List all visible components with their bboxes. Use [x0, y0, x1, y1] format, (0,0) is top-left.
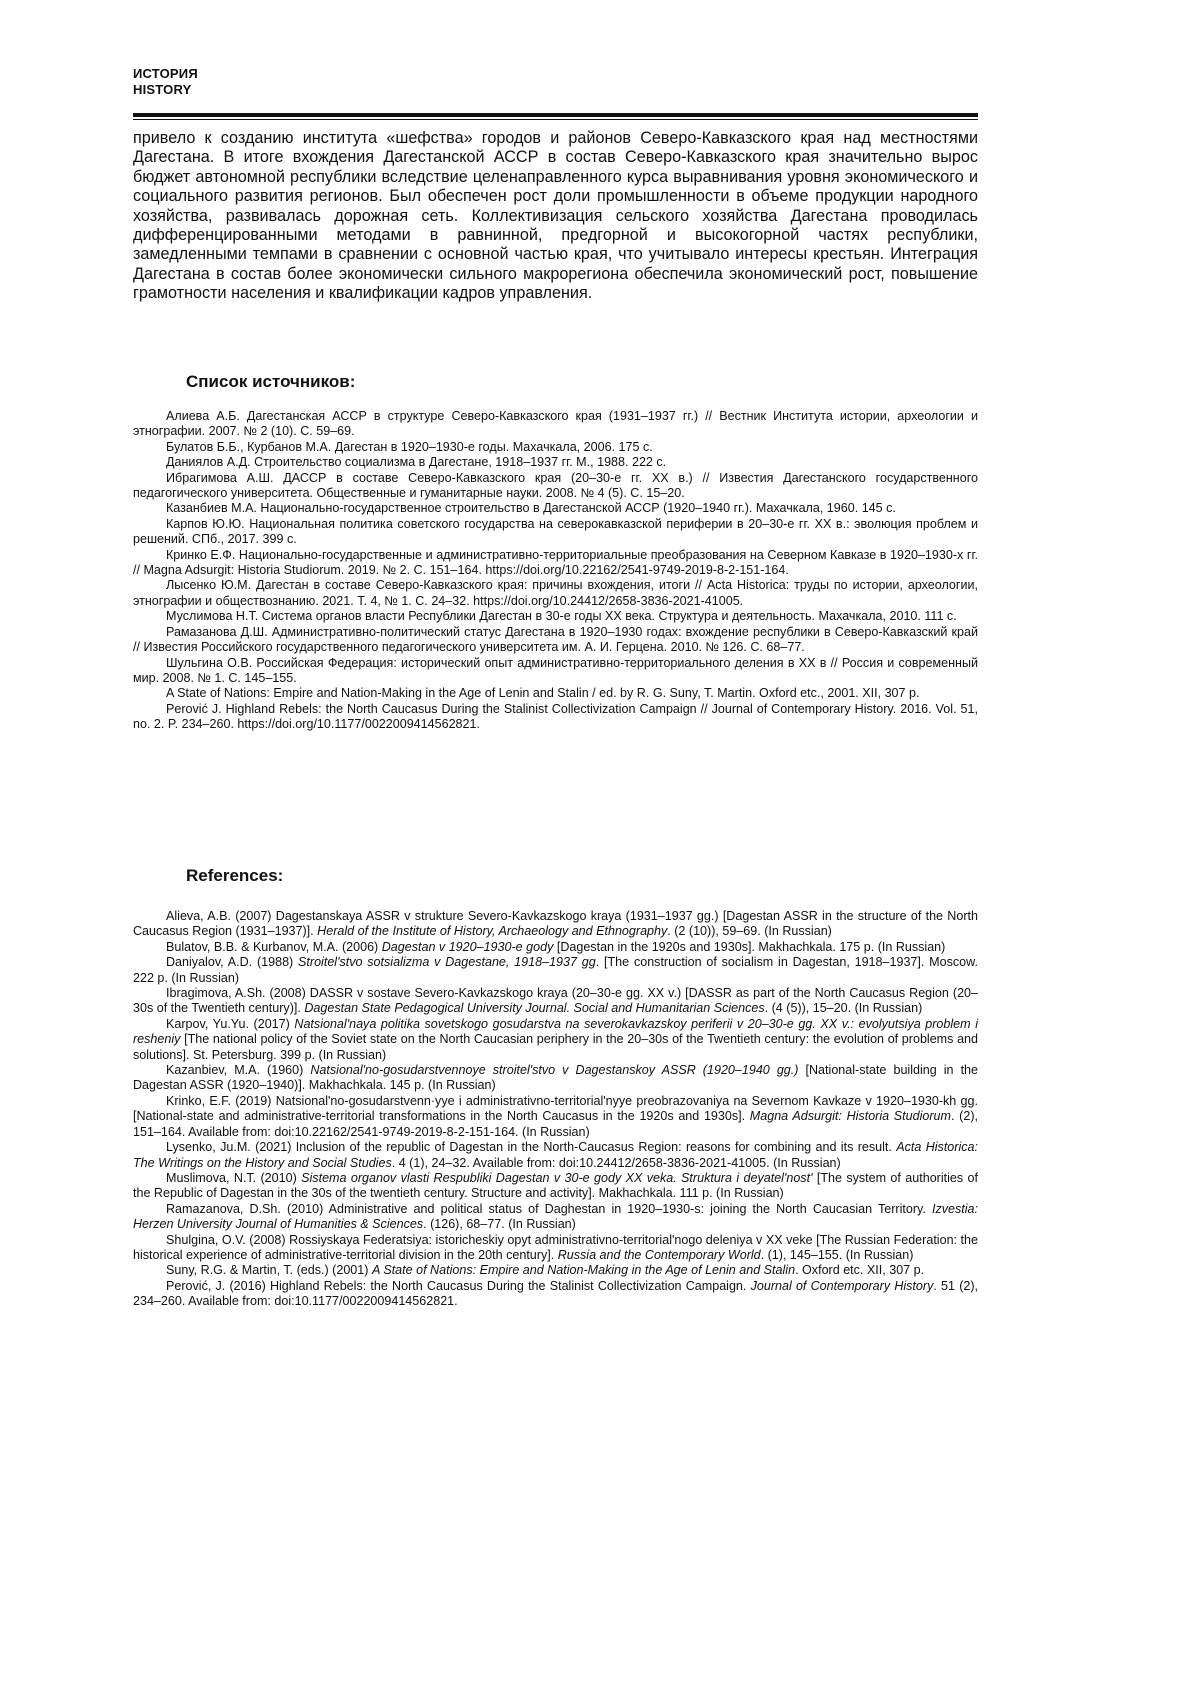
reference-text: Perović, J. (2016) Highland Rebels: the North Caucasus During the Stalinist Collectivization Campaign.	[166, 1278, 751, 1293]
reference-item	[133, 1279, 978, 1310]
reference-item	[133, 1063, 978, 1094]
running-header	[133, 66, 978, 98]
header-rule-thin	[133, 119, 978, 120]
reference-title: Magna Adsurgit: Historia Studiorum	[749, 1109, 951, 1124]
source-item: Perović J. Highland Rebels: the North Caucasus During the Stalinist Collectivization Campaign // Journal of Contemporary History. 2016. Vol. 51, no. 2. P. 234–260. https://doi.org/10.1177/0022009414562821.	[133, 701, 978, 732]
reference-details: . 4 (1), 24–32. Available from: doi:10.24412/2658-3836-2021-41005. (In Russian)	[391, 1155, 841, 1170]
reference-title: Journal of Contemporary History	[750, 1278, 934, 1293]
reference-item	[133, 1017, 978, 1063]
source-item: A State of Nations: Empire and Nation-Making in the Age of Lenin and Stalin / ed. by R. G. Suny, T. Martin. Oxford etc., 2001. XII, 307 p.	[166, 686, 920, 701]
reference-details: . (2 (10)), 59–69. (In Russian)	[667, 924, 832, 939]
reference-text: Daniyalov, A.D. (1988)	[166, 955, 299, 970]
section-title-en: HISTORY	[133, 82, 192, 97]
reference-title: Stroitel'stvo sotsializma v Dagestane, 1918–1937 gg	[298, 955, 596, 970]
reference-item	[133, 1233, 978, 1264]
reference-details: . (126), 68–77. (In Russian)	[423, 1217, 576, 1232]
reference-title: Natsional'naya politika sovetskogo gosudarstva na severokavkazskoy periferii v 20–30-e gg. XX v.: evolyutsiya problem i resheniy	[133, 1016, 978, 1047]
reference-text: Alieva, A.B. (2007) Dagestanskaya ASSR v strukture Severo-Kavkazskogo kraya (1931–1937 gg.) [Dagestan ASSR in the structure of the North Caucasus Region (1931–1937)].	[133, 909, 978, 939]
reference-item	[133, 955, 978, 986]
reference-details: [The system of authorities of the Republic of Dagestan in the 30s of the twentieth century. Structure and activity]. Makhachkala. 111 p. (In Russian)	[133, 1170, 978, 1201]
reference-text: Ramazanova, D.Sh. (2010) Administrative and political status of Daghestan in 1920–1930-s: joining the North Caucasian Territory.	[166, 1201, 932, 1216]
source-item: Лысенко Ю.М. Дагестан в составе Северо-Кавказского края: причины вхождения, итоги // Acta Historica: труды по истории, археологии, этнографии и обществознанию. 2021. Т. 4, № 1. С. 24–32. https://doi.org/10.24412/2658-3836-2021-41005.	[133, 578, 978, 608]
reference-details: . [The construction of socialism in Dagestan, 1918–1937]. Moscow. 222 p. (In Russian)	[133, 955, 978, 985]
reference-title: Russia and the Contemporary World	[557, 1247, 761, 1262]
sources-heading: Список источников:	[186, 372, 356, 391]
reference-item	[133, 940, 978, 955]
reference-title: Dagestan State Pedagogical University Journal. Social and Humanitarian Sciences	[304, 1001, 765, 1016]
reference-title: Herald of the Institute of History, Archaeology and Ethnography	[317, 924, 668, 939]
reference-title: Acta Historica: The Writings on the History and Social Studies	[133, 1140, 978, 1170]
source-item: Даниялов А.Д. Строительство социализма в Дагестане, 1918–1937 гг. М., 1988. 222 с.	[166, 455, 667, 470]
reference-title: A State of Nations: Empire and Nation-Making in the Age of Lenin and Stalin	[371, 1263, 796, 1278]
reference-text: Muslimova, N.T. (2010)	[166, 1170, 302, 1185]
reference-text: Kazanbiev, M.A. (1960)	[166, 1063, 311, 1078]
reference-text: Karpov, Yu.Yu. (2017)	[166, 1016, 295, 1031]
reference-item	[133, 1094, 978, 1140]
reference-details: [The national policy of the Soviet state on the North Caucasian periphery in the 20–30s of the Twentieth century: the evolution of problems and solutions]. St. Petersburg. 399 p. (In Russian)	[133, 1032, 978, 1062]
reference-details: . 51 (2), 234–260. Available from: doi:10.1177/0022009414562821.	[133, 1278, 979, 1309]
reference-text: Bulatov, B.B. & Kurbanov, M.A. (2006)	[166, 939, 382, 954]
reference-details: . (1), 145–155. (In Russian)	[760, 1247, 914, 1262]
references-heading: References:	[186, 866, 284, 885]
body-paragraph: привело к созданию института «шефства» городов и районов Северо-Кавказского края над местностями Дагестана. В итоге вхождения Дагестанской АССР в состав Северо-Кавказского края значительно вырос бюджет автономной республики вследствие целенаправленного курса выравнивания уровня экономического и социального развития регионов. Был обеспечен рост доли промышленности в объеме продукции народного хозяйства, развивалась дорожная сеть. Коллективизация сельского хозяйства Дагестана проводилась дифференцированными методами в равнинной, предгорной и высокогорной частях республики, замедленными темпами в сравнении с основной частью края, что учитывало интересы крестьян. Интеграция Дагестана в состав более экономически сильного макрорегиона обеспечила экономический рост, повышение грамотности населения и квалификации кадров управления.	[133, 129, 978, 303]
reference-details: . Oxford etc. XII, 307 p.	[795, 1263, 925, 1278]
reference-item	[133, 1171, 978, 1202]
reference-details: [National-state building in the Dagestan ASSR (1920–1940)]. Makhachkala. 145 p. (In Russian)	[133, 1063, 979, 1093]
reference-title: Sistema organov vlasti Respubliki Dagestan v 30-e gody XX veka. Struktura i deyatel'nost'	[301, 1170, 813, 1185]
sources-list	[133, 409, 978, 733]
reference-item	[133, 1263, 978, 1278]
reference-text: Shulgina, O.V. (2008) Rossiyskaya Federatsiya: istoricheskiy opyt administrativno-territorial'nogo deleniya v XX veke [The Russian Federation: the historical experience of administrative-territorial division in the 20th century].	[133, 1232, 978, 1262]
reference-details: . (2), 151–164. Available from: doi:10.22162/2541-9749-2019-8-2-151-164. (In Russian)	[133, 1109, 978, 1139]
reference-text: Ibragimova, A.Sh. (2008) DASSR v sostave Severo-Kavkazskogo kraya (20–30-e gg. XX v.) [DASSR as part of the North Caucasus Region (20–30s of the Twentieth century)].	[133, 986, 978, 1016]
reference-text: Krinko, E.F. (2019) Natsional'no-gosudarstvenn·yye i administrativno-territorial'nyye preobrazovaniya na Severnom Kavkaze v 1920–1930-kh gg. [National-state and administrative-territorial transformations in the North Caucasus in the 1920s and 1930s].	[133, 1093, 978, 1124]
source-item: Рамазанова Д.Ш. Административно-политический статус Дагестана в 1920–1930 годах: вхождение республики в Северо-Кавказский край // Известия Российского государственного педагогического университета им. А. И. Герцена. 2010. № 126. С. 68–77.	[133, 624, 978, 655]
section-title-ru: ИСТОРИЯ	[133, 66, 198, 81]
reference-text: Lysenko, Ju.M. (2021) Inclusion of the republic of Dagestan in the North-Caucasus Region: reasons for combining and its result.	[166, 1140, 897, 1155]
source-item: Алиева А.Б. Дагестанская АССР в структуре Северо-Кавказского края (1931–1937 гг.) // Вестник Института истории, археологии и этнографии. 2007. № 2 (10). С. 59–69.	[133, 409, 978, 439]
source-item: Булатов Б.Б., Курбанов М.А. Дагестан в 1920–1930-е годы. Махачкала, 2006. 175 с.	[166, 439, 653, 454]
reference-text: Suny, R.G. & Martin, T. (eds.) (2001)	[166, 1263, 372, 1278]
header-rule-thick	[133, 113, 978, 117]
reference-title: Dagestan v 1920–1930-e gody	[381, 939, 554, 954]
source-item: Карпов Ю.Ю. Национальная политика советского государства на северокавказской периферии в 20–30-е гг. XX в.: эволюция проблем и решений. СПб., 2017. 399 с.	[133, 516, 978, 547]
reference-item	[133, 909, 978, 940]
source-item: Шульгина О.В. Российская Федерация: исторический опыт административно-территориального деления в XX в // Россия и современный мир. 2008. № 1. С. 145–155.	[133, 655, 978, 685]
source-item: Кринко Е.Ф. Национально-государственные и административно-территориальные преобразования на Северном Кавказе в 1920–1930-х гг. // Magna Adsurgit: Historia Studiorum. 2019. № 2. С. 151–164. https://doi.org/10.22162/2541-9749-2019-8-2-151-164.	[133, 547, 978, 578]
references-list	[133, 909, 978, 1310]
reference-details: . (4 (5)), 15–20. (In Russian)	[764, 1001, 923, 1016]
source-item: Муслимова Н.Т. Система органов власти Республики Дагестан в 30-е годы XX века. Структура и деятельность. Махачкала, 2010. 111 с.	[166, 609, 957, 624]
reference-item	[133, 1202, 978, 1233]
reference-title: Izvestia: Herzen University Journal of Humanities & Sciences	[133, 1201, 978, 1232]
reference-item	[133, 1140, 978, 1171]
source-item: Казанбиев М.А. Национально-государственное строительство в Дагестанской АССР (1920–1940 гг.). Махачкала, 1960. 145 с.	[166, 501, 896, 516]
source-item: Ибрагимова А.Ш. ДАССР в составе Северо-Кавказского края (20–30-е гг. XX в.) // Известия Дагестанского государственного педагогического университета. Общественные и гуманитарные науки. 2008. № 4 (5). С. 15–20.	[133, 470, 978, 501]
reference-item	[133, 986, 978, 1017]
reference-details: [Dagestan in the 1920s and 1930s]. Makhachkala. 175 p. (In Russian)	[553, 939, 946, 954]
reference-title: Natsional'no-gosudarstvennoye stroitel'stvo v Dagestanskoy ASSR (1920–1940 gg.)	[310, 1063, 799, 1078]
